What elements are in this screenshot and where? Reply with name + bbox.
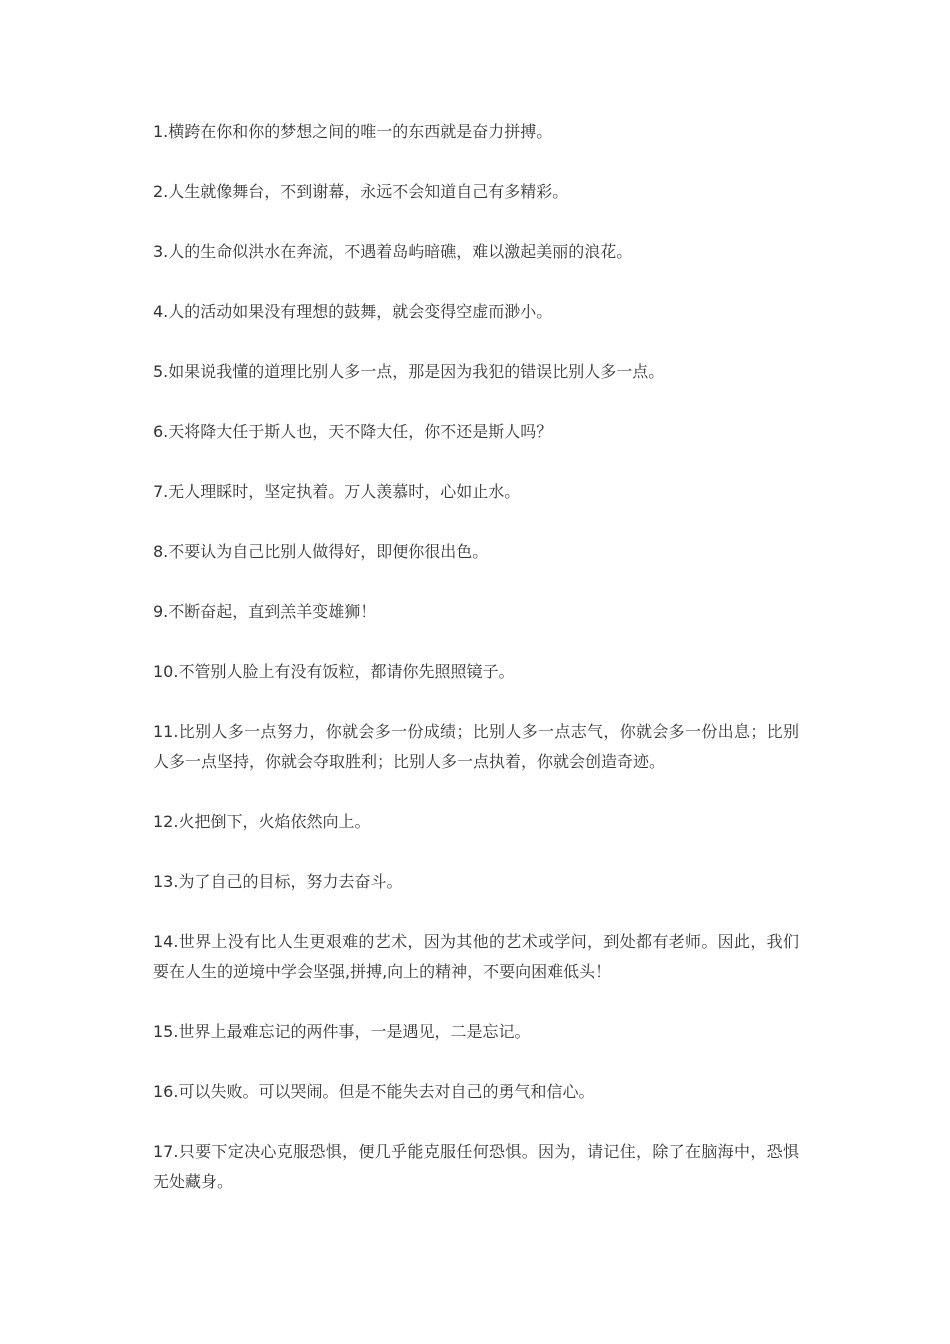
quote-list [153, 117, 799, 1227]
quote-paragraph-8: 8.不要认为自己比别人做得好，即便你很出色。 [153, 542, 489, 561]
quote-paragraph-13: 13.为了自己的目标，努力去奋斗。 [153, 872, 403, 891]
quote-paragraph-16: 16.可以失败。可以哭闹。但是不能失去对自己的勇气和信心。 [153, 1082, 595, 1101]
quote-paragraph-14: 14.世界上没有比人生更艰难的艺术，因为其他的艺术或学问，到处都有老师。因此，我们要在人生的逆境中学会坚强,拼搏,向上的精神，不要向困难低头！ [153, 932, 799, 981]
quote-paragraph-10: 10.不管别人脸上有没有饭粒，都请你先照照镜子。 [153, 662, 515, 681]
quote-paragraph-6: 6.天将降大任于斯人也，天不降大任，你不还是斯人吗？ [153, 422, 553, 441]
quote-paragraph-7: 7.无人理睬时，坚定执着。万人羡慕时，心如止水。 [153, 482, 521, 501]
quote-paragraph-17: 17.只要下定决心克服恐惧，便几乎能克服任何恐惧。因为，请记住，除了在脑海中，恐惧无处藏身。 [153, 1142, 799, 1191]
quote-paragraph-12: 12.火把倒下，火焰依然向上。 [153, 812, 371, 831]
quote-paragraph-3: 3.人的生命似洪水在奔流，不遇着岛屿暗礁，难以激起美丽的浪花。 [153, 242, 633, 261]
quote-paragraph-4: 4.人的活动如果没有理想的鼓舞，就会变得空虚而渺小。 [153, 302, 553, 321]
quote-paragraph-5: 5.如果说我懂的道理比别人多一点，那是因为我犯的错误比别人多一点。 [153, 362, 665, 381]
quote-paragraph-2: 2.人生就像舞台，不到谢幕，永远不会知道自己有多精彩。 [153, 182, 569, 201]
quote-paragraph-9: 9.不断奋起，直到羔羊变雄狮！ [153, 602, 377, 621]
quote-paragraph-15: 15.世界上最难忘记的两件事，一是遇见，二是忘记。 [153, 1022, 531, 1041]
quote-paragraph-1: 1.横跨在你和你的梦想之间的唯一的东西就是奋力拼搏。 [153, 122, 553, 141]
quote-paragraph-11: 11.比别人多一点努力，你就会多一份成绩；比别人多一点志气，你就会多一份出息；比别人多一点坚持，你就会夺取胜利；比别人多一点执着，你就会创造奇迹。 [153, 722, 799, 771]
